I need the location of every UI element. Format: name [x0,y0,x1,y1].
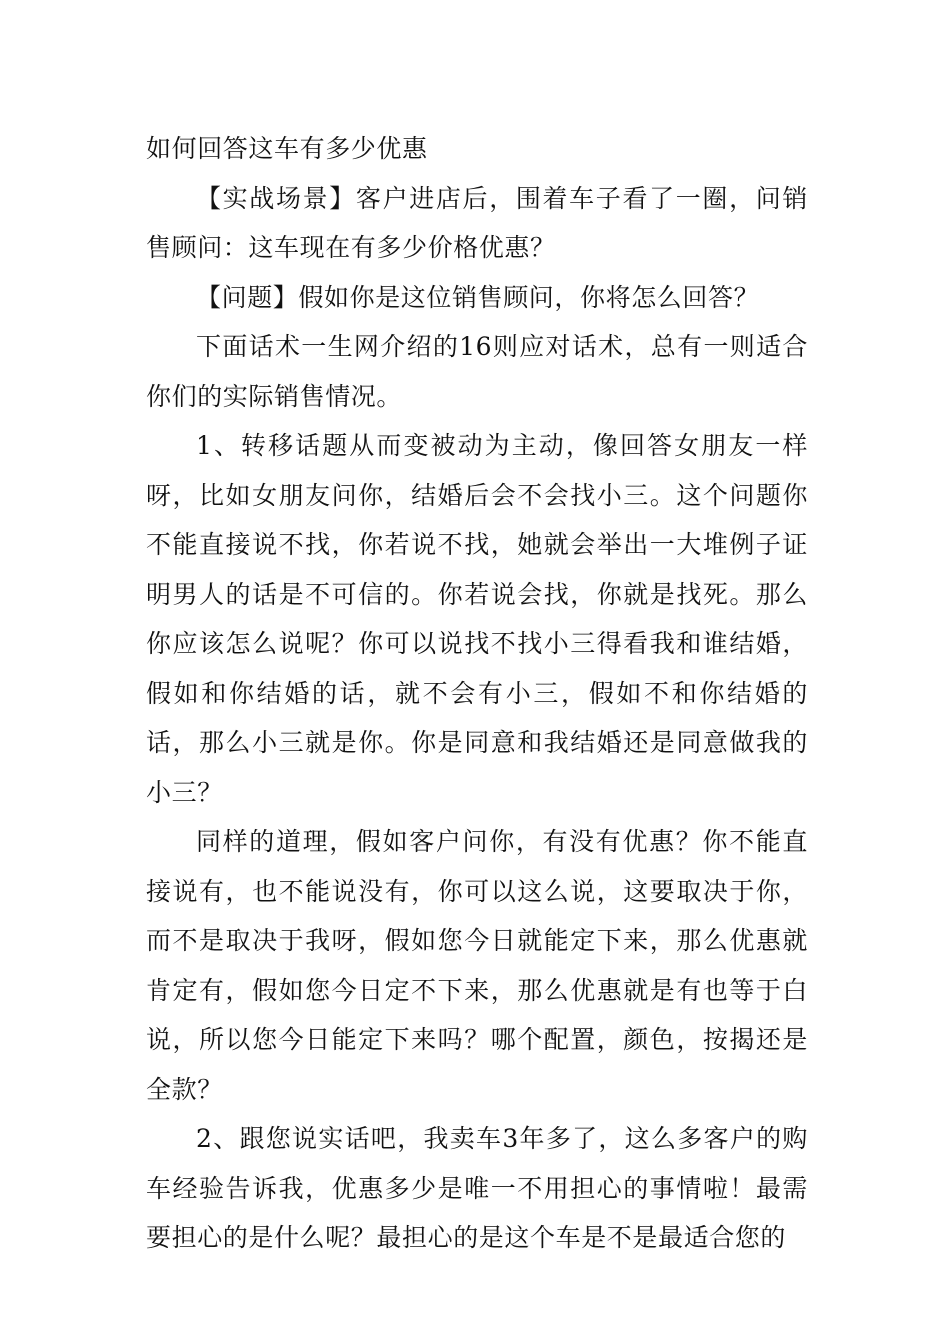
paragraph-tip-1: 1、转移话题从而变被动为主动，像回答女朋友一样呀，比如女朋友问你，结婚后会不会找小三。这个问题你不能直接说不找，你若说不找，她就会举出一大堆例子证明男人的话是不可信的。你若说会找，你就是找死。那么你应该怎么说呢？你可以说找不找小三得看我和谁结婚，假如和你结婚的话，就不会有小三，假如不和你结婚的话，那么小三就是你。你是同意和我结婚还是同意做我的小三？ [146,431,808,807]
paragraph-scenario: 【实战场景】客户进店后，围着车子看了一圈，问销售顾问：这车现在有多少价格优惠？ [146,183,808,262]
paragraph-question: 【问题】假如你是这位销售顾问，你将怎么回答？ [196,282,760,312]
paragraph-tip-1-continued: 同样的道理，假如客户问你，有没有优惠？你不能直接说有，也不能说没有，你可以这么说，这要取决于你，而不是取决于我呀，假如您今日就能定下来，那么优惠就肯定有，假如您今日定不下来，那么优惠就是有也等于白说，所以您今日能定下来吗？哪个配置，颜色，按揭还是全款？ [146,827,808,1104]
paragraph-intro: 下面话术一生网介绍的16则应对话术，总有一则适合你们的实际销售情况。 [146,332,808,411]
document-title: 如何回答这车有多少优惠 [146,134,428,163]
paragraph-tip-2: 2、跟您说实话吧，我卖车3年多了，这么多客户的购车经验告诉我，优惠多少是唯一不用担心的事情啦！最需要担心的是什么呢？最担心的是这个车是不是最适合您的 [146,1124,808,1252]
document-body [146,124,808,1263]
